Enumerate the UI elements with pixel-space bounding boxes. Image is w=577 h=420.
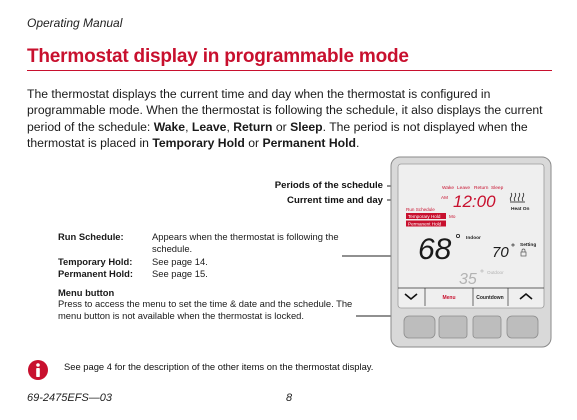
display-heat-on: Heat On	[511, 207, 530, 212]
def-desc-temporary-hold: See page 14.	[152, 256, 208, 267]
physical-button-2	[439, 316, 467, 338]
physical-button-1	[404, 316, 435, 338]
callout-periods: Periods of the schedule	[274, 180, 383, 191]
def-term-run-schedule: Run Schedule:	[58, 231, 124, 242]
info-icon	[27, 359, 49, 381]
def-desc-permanent-hold: See page 15.	[152, 268, 208, 279]
period-wake: Wake	[153, 119, 186, 134]
def-term-permanent-hold: Permanent Hold:	[58, 268, 134, 279]
display-time: 12:00	[453, 192, 496, 211]
section-title: Thermostat display in programmable mode	[27, 46, 409, 67]
period-return: Return	[233, 119, 273, 134]
display-permanent-hold: Permanent Hold	[408, 221, 442, 227]
temporary-hold-term: Temporary Hold	[152, 136, 245, 151]
display-period-sleep: Sleep	[491, 186, 504, 191]
intro-paragraph: The thermostat displays the current time and day when the thermostat is configured in programmable mode. When the thermostat is following the schedule, it also displays the current period of the schedule: Wake, Leave, Return or Sleep. The period is not displayed when the thermostat is placed in Temporary Hold or Permanent Hold.	[27, 87, 543, 151]
display-am: AM	[441, 195, 448, 200]
display-setting-label: Setting	[520, 243, 537, 248]
footer-doc-id: 69-2475EFS—03	[27, 392, 112, 404]
period-sleep: Sleep	[290, 119, 323, 134]
display-setting-temp: 70	[492, 244, 509, 261]
callout-time: Current time and day	[287, 195, 383, 206]
display-day: Mo	[449, 213, 456, 219]
display-menu-label: Menu	[442, 295, 456, 301]
def-term-temporary-hold: Temporary Hold:	[58, 256, 133, 267]
menu-button-description: Press to access the menu to set the time & date and the schedule. The menu button is not available when the thermostat is locked.	[58, 298, 353, 321]
physical-button-3	[473, 316, 501, 338]
note-text: See page 4 for the description of the other items on the thermostat display.	[64, 361, 374, 372]
display-run-schedule: Run Schedule	[406, 207, 435, 212]
display-period-return: Return	[474, 186, 489, 191]
display-indoor-temp: 68	[418, 233, 452, 266]
header-label: Operating Manual	[27, 16, 123, 30]
thermostat-illustration	[390, 156, 552, 348]
display-countdown-label: Countdown	[476, 295, 504, 301]
display-period-wake: Wake	[442, 186, 455, 191]
menu-button-heading: Menu button	[58, 287, 115, 298]
def-desc-run-schedule: Appears when the thermostat is following the schedule.	[152, 231, 339, 254]
display-outdoor-temp: 35	[459, 271, 477, 288]
display-period-leave: Leave	[457, 186, 471, 191]
physical-button-4	[507, 316, 538, 338]
permanent-hold-term: Permanent Hold	[262, 136, 356, 151]
display-temporary-hold: Temporary Hold	[408, 213, 441, 219]
display-indoor-label: Indoor	[466, 236, 481, 241]
footer-page-number: 8	[286, 392, 293, 404]
display-outdoor-label: Outdoor	[487, 270, 504, 275]
period-leave: Leave	[191, 119, 227, 134]
